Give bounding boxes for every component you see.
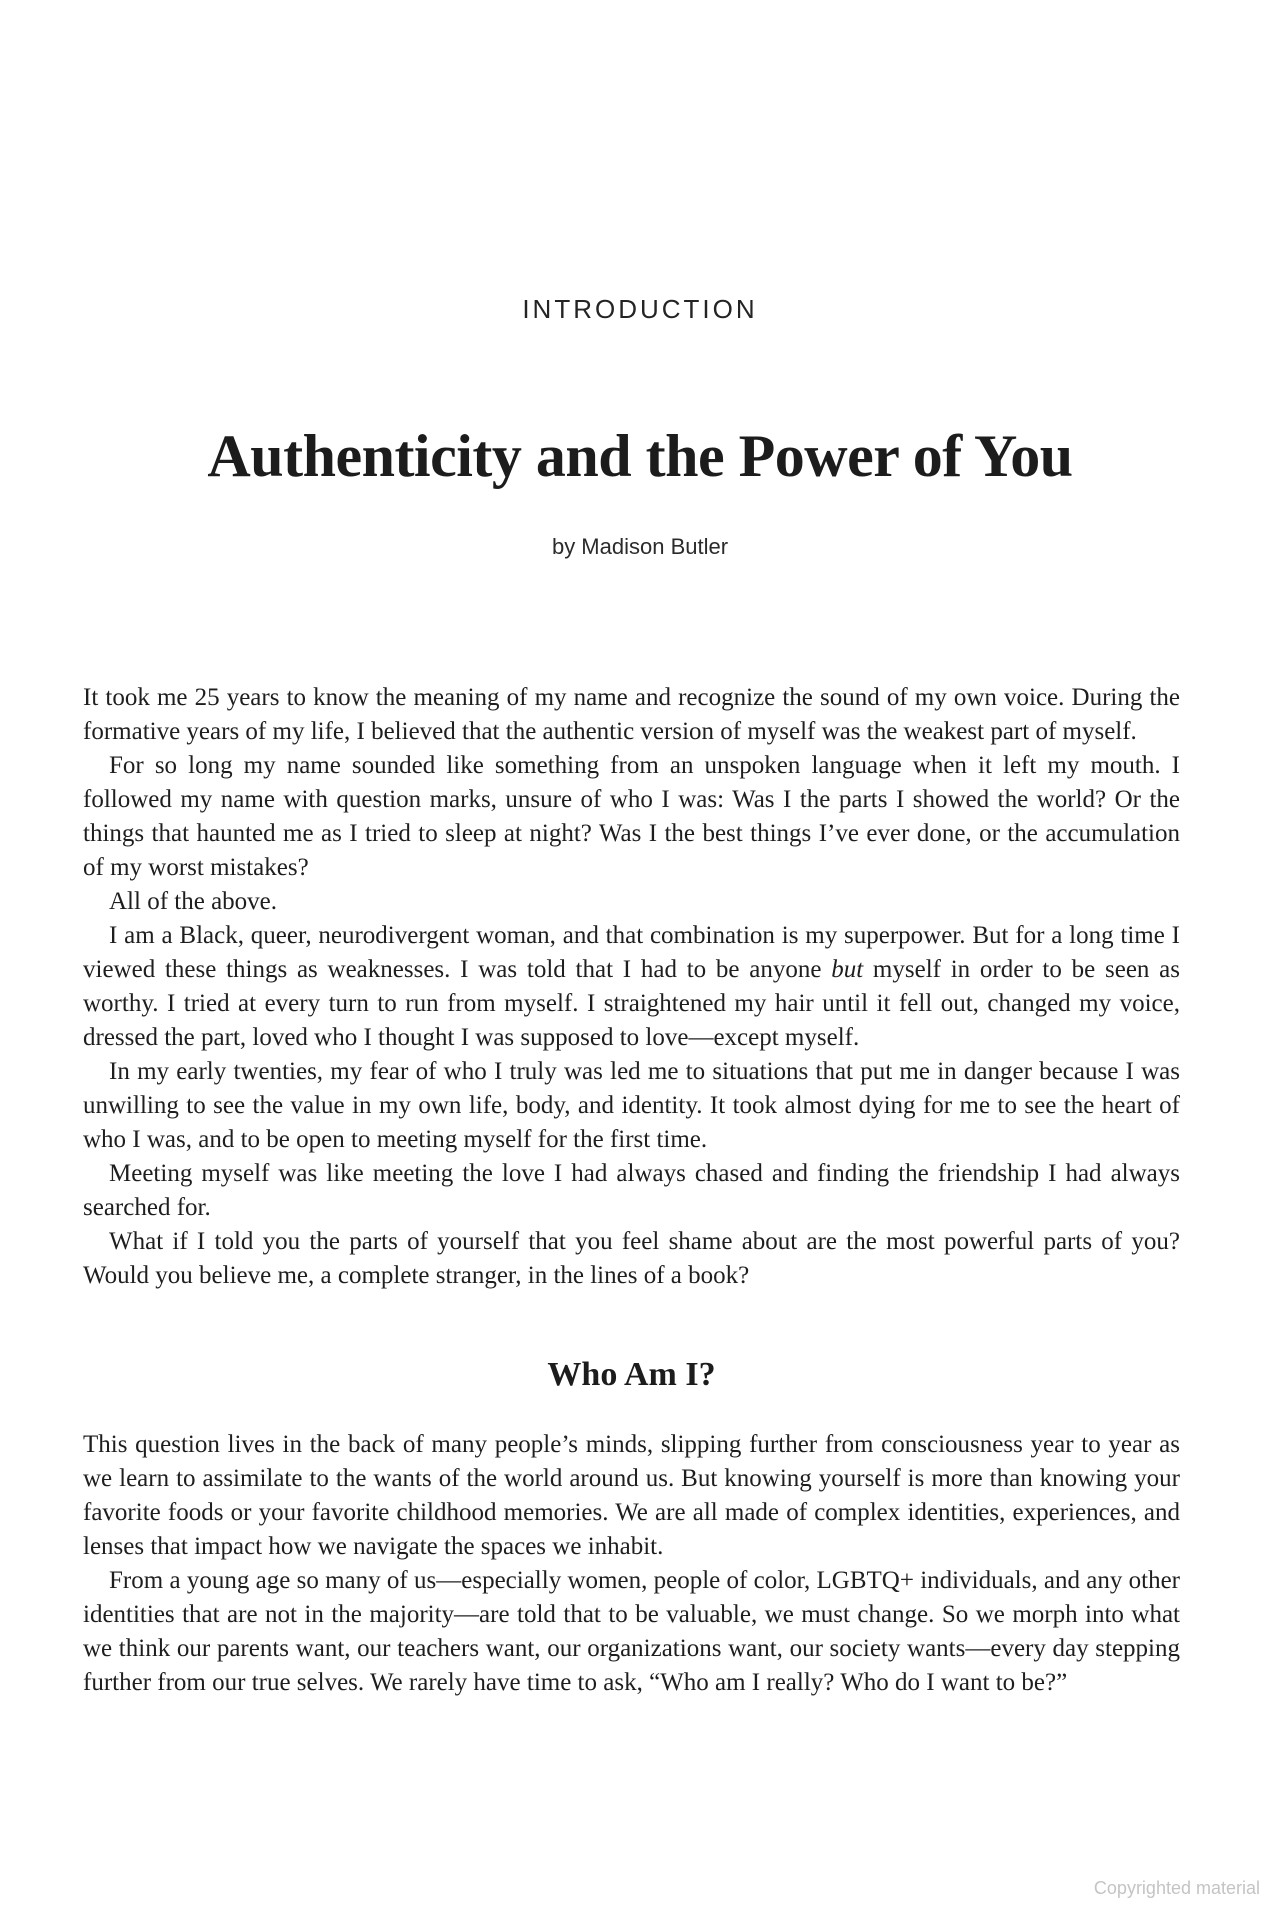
text-segment: myself in order to be seen as worthy. I tried at every turn to run from myself. I straightened my hair until it fell out, changed my voice, dressed the part, loved who I thought I was supposed to love—except myself. [83, 956, 1180, 1051]
text-segment: It took me 25 years to know the meaning of my name and recognize the sound of my own voice. During the formative years of my life, I believed that the authentic version of myself was the weakest part of myself. [83, 684, 1180, 745]
paragraph [83, 885, 1180, 919]
text-segment: From a young age so many of us—especially women, people of color, LGBTQ+ individuals, and any other identities that are not in the majority—are told that to be valuable, we must change. So we morph into what we think our parents want, our teachers want, our organizations want, our society wants—every day stepping further from our true selves. We rarely have time to ask, “Who am I really? Who do I want to be?” [83, 1567, 1180, 1696]
byline: by Madison Butler [551, 534, 729, 559]
paragraph [83, 1055, 1180, 1157]
text-segment: Meeting myself was like meeting the love I had always chased and finding the friendship I had always searched for. [83, 1160, 1180, 1221]
paragraph [83, 1428, 1180, 1564]
text-segment: In my early twenties, my fear of who I truly was led me to situations that put me in danger because I was unwilling to see the value in my own life, body, and identity. It took almost dying for me to see the heart of who I was, and to be open to meeting myself for the first time. [83, 1058, 1180, 1153]
text-segment: This question lives in the back of many people’s minds, slipping further from consciousness year to year as we learn to assimilate to the wants of the world around us. But knowing yourself is more than knowing your favorite foods or your favorite childhood memories. We are all made of complex identities, experiences, and lenses that impact how we navigate the spaces we inhabit. [83, 1431, 1180, 1560]
text-segment: For so long my name sounded like something from an unspoken language when it left my mouth. I followed my name with question marks, unsure of who I was: Was I the parts I showed the world? Or the things that haunted me as I tried to sleep at night? Was I the best things I’ve ever done, or the accumulation of my worst mistakes? [83, 752, 1180, 881]
paragraph [83, 1225, 1180, 1293]
paragraph [83, 681, 1180, 749]
text-segment: I am a Black, queer, neurodivergent woman, and that combination is my superpower. But for a long time I viewed these things as weaknesses. I was told that I had to be anyone [83, 922, 1180, 983]
chapter-title: Authenticity and the Power of You [207, 423, 1073, 489]
paragraph [83, 919, 1180, 1055]
body-text [83, 681, 1180, 1700]
text-segment: What if I told you the parts of yourself that you feel shame about are the most powerful parts of you? Would you believe me, a complete stranger, in the lines of a book? [83, 1228, 1180, 1289]
copyright-watermark: Copyrighted material [1093, 1878, 1260, 1898]
paragraph [83, 749, 1180, 885]
paragraph [83, 1564, 1180, 1700]
italic-text: but [831, 956, 864, 983]
paragraph [83, 1157, 1180, 1225]
chapter-label: INTRODUCTION [522, 294, 758, 324]
section-heading: Who Am I? [547, 1356, 716, 1393]
text-segment: All of the above. [109, 888, 278, 915]
